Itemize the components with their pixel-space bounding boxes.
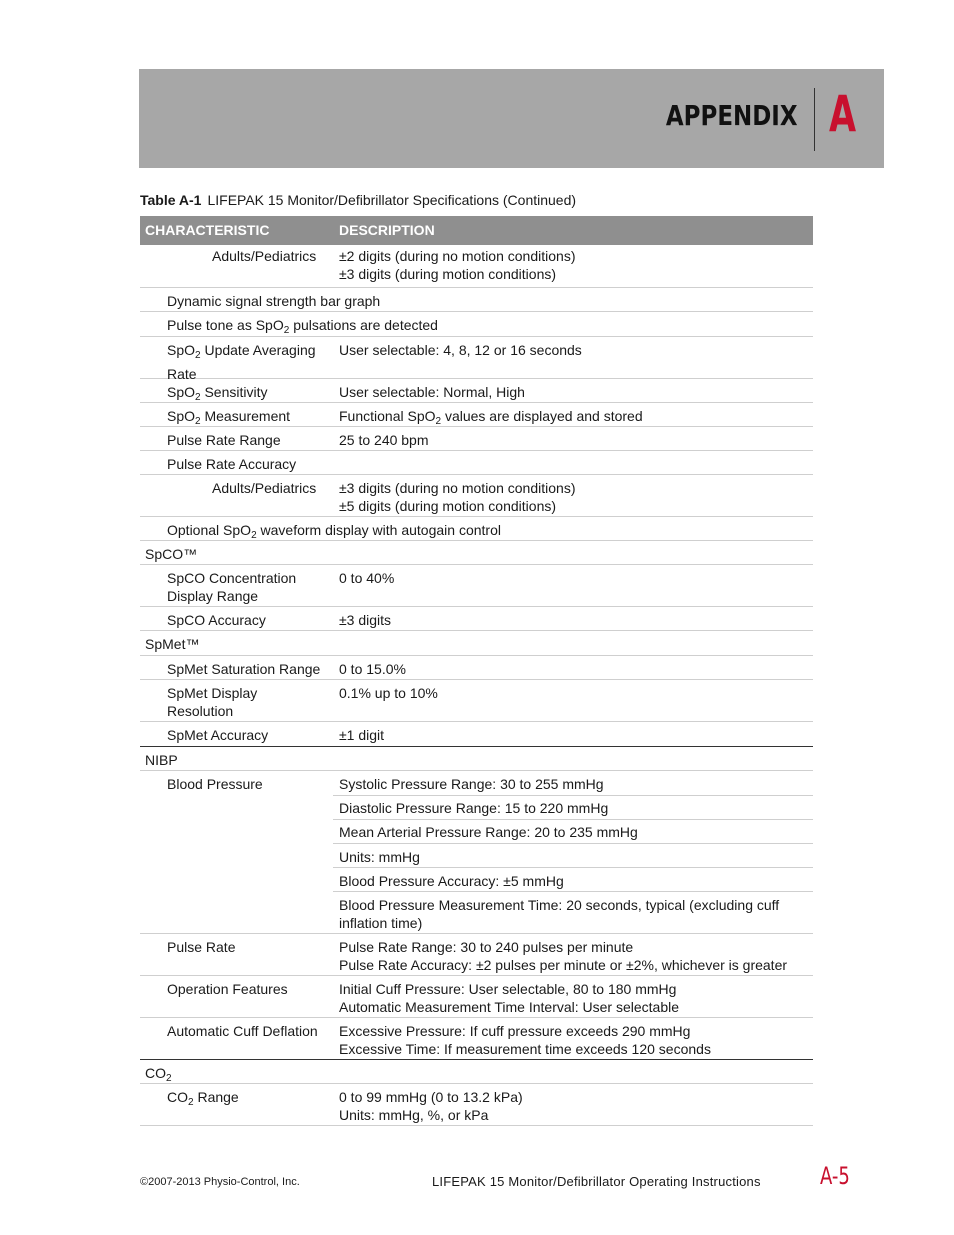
table-row [140, 680, 813, 722]
table-row [140, 517, 813, 541]
row-divider [333, 843, 813, 844]
description-cell: Units: mmHg [339, 849, 420, 865]
table-caption-text: LIFEPAK 15 Monitor/Defibrillator Specifications (Continued) [207, 192, 577, 208]
text-part: Optional SpO [167, 522, 252, 538]
description-cell [339, 479, 813, 515]
characteristic-cell: SpMet Accuracy [167, 727, 269, 743]
table-row [140, 451, 813, 475]
table-row [140, 288, 813, 312]
table-row-blood-pressure [140, 771, 813, 934]
characteristic-cell [167, 684, 337, 720]
description-cell: ±1 digit [339, 727, 385, 743]
text-part: SpO [167, 408, 196, 424]
text-part: CO [145, 1065, 166, 1081]
description-cell: Diastolic Pressure Range: 15 to 220 mmHg [339, 800, 609, 816]
subscript: 2 [435, 416, 442, 427]
row-divider [333, 891, 813, 892]
row-divider [333, 795, 813, 796]
description-line: Pulse Rate Range: 30 to 240 pulses per minute [339, 939, 634, 955]
description-cell [339, 896, 813, 932]
description-line: ±5 digits (during motion conditions) [339, 498, 557, 514]
table-row [140, 337, 813, 382]
description-line: 0 to 99 mmHg (0 to 13.2 kPa) [339, 1089, 523, 1105]
characteristic-cell: Pulse Rate [167, 939, 236, 955]
description-cell [339, 938, 813, 974]
description-line: Initial Cuff Pressure: User selectable, 80 to 180 mmHg [339, 981, 677, 997]
description-cell: Blood Pressure Accuracy: ±5 mmHg [339, 873, 564, 889]
text-part: SpO [167, 384, 196, 400]
description-cell: 25 to 240 bpm [339, 432, 429, 448]
table-row [140, 403, 813, 427]
footer-copyright: ©2007-2013 Physio-Control, Inc. [140, 1176, 300, 1188]
characteristic-cell [167, 341, 337, 383]
characteristic-cell: Operation Features [167, 981, 288, 997]
appendix-word: APPENDIX [666, 99, 798, 132]
row-divider [333, 819, 813, 820]
section-heading: SpCO™ [145, 546, 198, 562]
table-row [140, 312, 813, 337]
text-part: waveform display with autogain control [256, 522, 501, 538]
characteristic-cell [167, 1088, 239, 1112]
characteristic-cell: SpMet Saturation Range [167, 661, 321, 677]
description-cell: User selectable: 4, 8, 12 or 16 seconds [339, 342, 582, 358]
description-cell: Systolic Pressure Range: 30 to 255 mmHg [339, 776, 604, 792]
description-cell [339, 1022, 813, 1058]
table-row [140, 607, 813, 631]
characteristic-cell: Adults/Pediatrics [212, 248, 317, 264]
subscript: 2 [195, 416, 201, 427]
text-part: Resolution [167, 703, 234, 719]
table-row [140, 1060, 813, 1084]
description-cell [339, 247, 813, 283]
description-cell: 0.1% up to 10% [339, 685, 438, 701]
banner-divider [814, 88, 815, 151]
page-number: A-5 [820, 1162, 850, 1190]
col-characteristic: CHARACTERISTIC [145, 222, 270, 238]
table-row [140, 1084, 813, 1126]
table-row [140, 379, 813, 403]
spec-table [140, 216, 813, 1126]
table-row [140, 245, 813, 288]
description-line: Excessive Pressure: If cuff pressure exceeds 290 mmHg [339, 1023, 691, 1039]
table-row [140, 656, 813, 680]
description-line: inflation time) [339, 915, 423, 931]
footer-title: LIFEPAK 15 Monitor/Defibrillator Operating Instructions [432, 1174, 761, 1189]
subscript: 2 [188, 1097, 194, 1108]
col-description: DESCRIPTION [339, 222, 435, 238]
text-part: Functional SpO [339, 408, 436, 424]
description-line: ±3 digits (during no motion conditions) [339, 480, 576, 496]
description-line: Blood Pressure Measurement Time: 20 seconds, typical (excluding cuff [339, 897, 780, 913]
text-part: SpMet Display [167, 685, 258, 701]
description-line: Pulse Rate Accuracy: ±2 pulses per minute or ±2%, whichever is greater [339, 957, 788, 973]
description-line: ±3 digits (during motion conditions) [339, 266, 557, 282]
description-cell [339, 980, 813, 1016]
row-divider [333, 867, 813, 868]
table-caption-label: Table A-1 [140, 192, 202, 208]
subscript: 2 [195, 350, 201, 361]
description-line: Automatic Measurement Time Interval: User selectable [339, 999, 680, 1015]
appendix-banner [139, 69, 884, 168]
section-heading: NIBP [145, 752, 178, 768]
table-row [140, 541, 813, 565]
characteristic-cell: Automatic Cuff Deflation [167, 1023, 318, 1039]
subscript: 2 [195, 392, 201, 403]
text-part: Sensitivity [200, 384, 268, 400]
table-header [140, 216, 813, 245]
table-caption [140, 192, 576, 208]
table-row [140, 1018, 813, 1060]
text-part: SpCO Concentration [167, 570, 297, 586]
characteristic-cell: SpCO Accuracy [167, 612, 266, 628]
text-part: Measurement [200, 408, 291, 424]
table-row [140, 747, 813, 771]
table-row [140, 976, 813, 1018]
characteristic-cell: Pulse Rate Accuracy [167, 456, 297, 472]
table-row [140, 631, 813, 656]
subscript: 2 [283, 325, 290, 336]
description-cell [339, 1088, 813, 1124]
section-heading: SpMet™ [145, 636, 200, 652]
subscript: 2 [251, 530, 257, 541]
table-row [140, 565, 813, 607]
description-cell: 0 to 40% [339, 570, 395, 586]
text-part: Pulse tone as SpO [167, 317, 284, 333]
text-part: Range [193, 1089, 239, 1105]
appendix-letter: A [829, 85, 857, 143]
description-line: Units: mmHg, %, or kPa [339, 1107, 489, 1123]
description-cell: ±3 digits [339, 612, 392, 628]
description-cell: 0 to 15.0% [339, 661, 406, 677]
characteristic-cell: Dynamic signal strength bar graph [167, 293, 381, 309]
description-cell: User selectable: Normal, High [339, 384, 525, 400]
description-line: Excessive Time: If measurement time exceeds 120 seconds [339, 1041, 711, 1057]
text-part: values are displayed and stored [441, 408, 643, 424]
text-part: CO [167, 1089, 188, 1105]
text-part: Update Averaging [200, 342, 316, 358]
characteristic-cell: Adults/Pediatrics [212, 480, 317, 496]
characteristic-cell: Blood Pressure [167, 776, 263, 792]
text-part: pulsations are detected [289, 317, 438, 333]
table-row [140, 475, 813, 517]
subscript: 2 [166, 1073, 172, 1084]
text-part: Display Range [167, 588, 259, 604]
table-row [140, 427, 813, 451]
characteristic-cell [167, 569, 337, 605]
text-part: Rate [167, 366, 197, 382]
table-row [140, 934, 813, 976]
table-row [140, 722, 813, 747]
description-cell: Mean Arterial Pressure Range: 20 to 235 mmHg [339, 824, 638, 840]
characteristic-cell: Pulse Rate Range [167, 432, 281, 448]
text-part: SpO [167, 342, 196, 358]
description-line: ±2 digits (during no motion conditions) [339, 248, 576, 264]
